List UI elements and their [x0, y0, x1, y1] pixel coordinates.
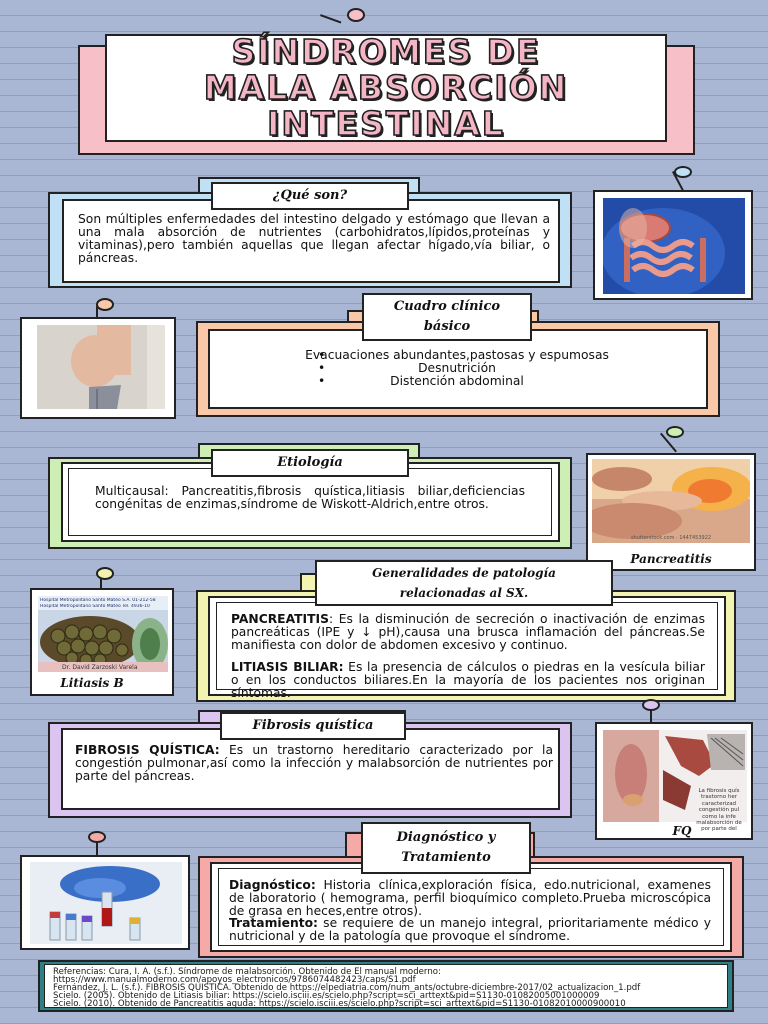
pancreas-watermark: shutterstock.com · 1447453922 — [630, 535, 712, 541]
title-hanger — [320, 14, 341, 23]
pancreas-photo — [592, 459, 750, 543]
reference-line: Referencias: Cura, I. A. (s.f.). Síndrome de malabsorción. Obtenido de El manual moderno: — [53, 967, 441, 977]
reference-line: Scielo. (2010). Obtenido de Pancreatitis aguda: https://scielo.isciii.es/scielo.php?script=sci_arttext&pid=S1130-01082010000900010 — [53, 999, 626, 1009]
pancreas-pin — [666, 426, 684, 438]
abdomen-pin — [96, 298, 114, 311]
reference-line: https://www.manualmoderno.com/apoyos_electronicos/9786074482423/caps/S1.pdf — [53, 975, 416, 985]
intestine-photo — [603, 198, 745, 294]
list-item: • Desnutrición — [258, 362, 656, 375]
lab-pin — [88, 831, 106, 843]
fq-pin — [642, 699, 660, 711]
pancreas-caption: Pancreatitis — [630, 552, 712, 566]
reference-line: Scielo. (2005). Obtenido de Litiasis biliar: https://scielo.isciii.es/scielo.php?script=sci_arttext&pid=S1130-01082005001000009 — [53, 991, 600, 1001]
cuadro-panel — [208, 329, 708, 409]
litiasis-header-2: Hospital Metropolitano Santo Mateo Tel. 4936-10 — [40, 604, 150, 609]
reference-line: Fernández, J. L. (s.f.). FIBROSIS QUÍSTICA. Obtenido de https://elpediatria.com/num_ants/octubre-diciembre-2017/02_actualizacion_1.pdf — [53, 983, 641, 993]
fq-note: La fibrosis quís trastorno her caracterizad congestión pul como la infe malabsorción de por parte del — [696, 788, 742, 833]
fq-photo-frame — [595, 722, 753, 840]
fq-caption: FQ — [672, 824, 692, 838]
fibrosis-text: FIBROSIS QUÍSTICA: Es un trastorno hereditario caracterizado por la congestión pulmonar,así como la infección y malabsorción de nutrientes por parte del páncreas. — [75, 743, 553, 783]
litiasis-caption: Litiasis B — [60, 676, 124, 690]
litiasis-photo-frame — [30, 588, 174, 696]
references-box — [44, 964, 728, 1008]
cuadro-list — [258, 349, 656, 388]
generalidades-inner — [216, 602, 718, 700]
que-son-text: Son múltiples enfermedades del intestino delgado y estómago que llevan a una mala absorción de nutrientes (carbohidratos,lípidos,proteínas y vitaminas),pero también aquellas que llegan afectar hígado,vía biliar, o páncreas. — [78, 212, 550, 265]
intestine-pin — [674, 166, 692, 178]
fibrosis-panel — [61, 728, 560, 810]
etiologia-text: Multicausal: Pancreatitis,fibrosis quística,litiasis biliar,deficiencias congénitas de enzimas,síndrome de Wiskott-Aldrich,entre otros. — [95, 484, 525, 511]
page-title: SÍNDROMES DE MALA ABSORCIÓN INTESTINAL — [203, 32, 569, 143]
pancreas-photo-frame — [586, 453, 756, 571]
que-son-panel — [62, 199, 560, 283]
litiasis-header-1: Hospital Metropolitano Santo Mateo S.A. 01-212-58 — [40, 598, 156, 603]
litiasis-text: LITIASIS BILIAR: Es la presencia de cálculos o piedras en la vesícula biliar o en los conductos biliares.En la mayoría de los pacientes nos originan síntomas. — [231, 660, 705, 700]
fibrosis-label: Fibrosis quística — [220, 712, 406, 740]
etiologia-label: Etiología — [211, 449, 409, 477]
cuadro-label: Cuadro clínico básico — [362, 293, 532, 341]
abdomen-photo — [37, 325, 165, 409]
lab-photo-frame — [20, 855, 190, 950]
etiologia-inner — [68, 468, 552, 536]
title-banner — [105, 34, 667, 142]
pancreatitis-text: PANCREATITIS: Es la disminución de secreción o inactivación de enzimas pancreáticas (IPE y ↓ pH),causa una brusca inflamación del páncreas.Se manifiesta con dolor de abdomen excesivo y continuo. — [231, 612, 705, 652]
diagnostico-panel — [210, 862, 732, 952]
list-item: • Evacuaciones abundantes,pastosas y espumosas — [258, 349, 656, 362]
litiasis-footer: Dr. David Zarzoski Varela — [62, 664, 138, 671]
diagnostico-label: Diagnóstico y Tratamiento — [361, 822, 531, 874]
diagnostico-text: Diagnóstico: Historia clínica,exploración física, edo.nutricional, examenes de laboratorio ( hemograma, perfil bioquímico completo.Prueba microscópica de grasa en heces,entre otros). — [229, 878, 711, 918]
generalidades-label: Generalidades de patología relacionadas al SX. — [315, 560, 613, 606]
diagnostico-inner — [218, 868, 724, 946]
list-item: • Distención abdominal — [258, 375, 656, 388]
abdomen-photo-frame — [20, 317, 176, 419]
que-son-label: ¿Qué son? — [211, 182, 409, 210]
tratamiento-text: Tratamiento: se requiere de un manejo integral, prioritariamente médico y nutricional y de la patología que provoque el síndrome. — [229, 916, 711, 943]
generalidades-panel — [208, 596, 726, 700]
litiasis-pin — [96, 567, 114, 580]
intestine-photo-frame — [593, 190, 753, 300]
lab-photo — [30, 862, 182, 944]
title-pin — [347, 8, 365, 22]
